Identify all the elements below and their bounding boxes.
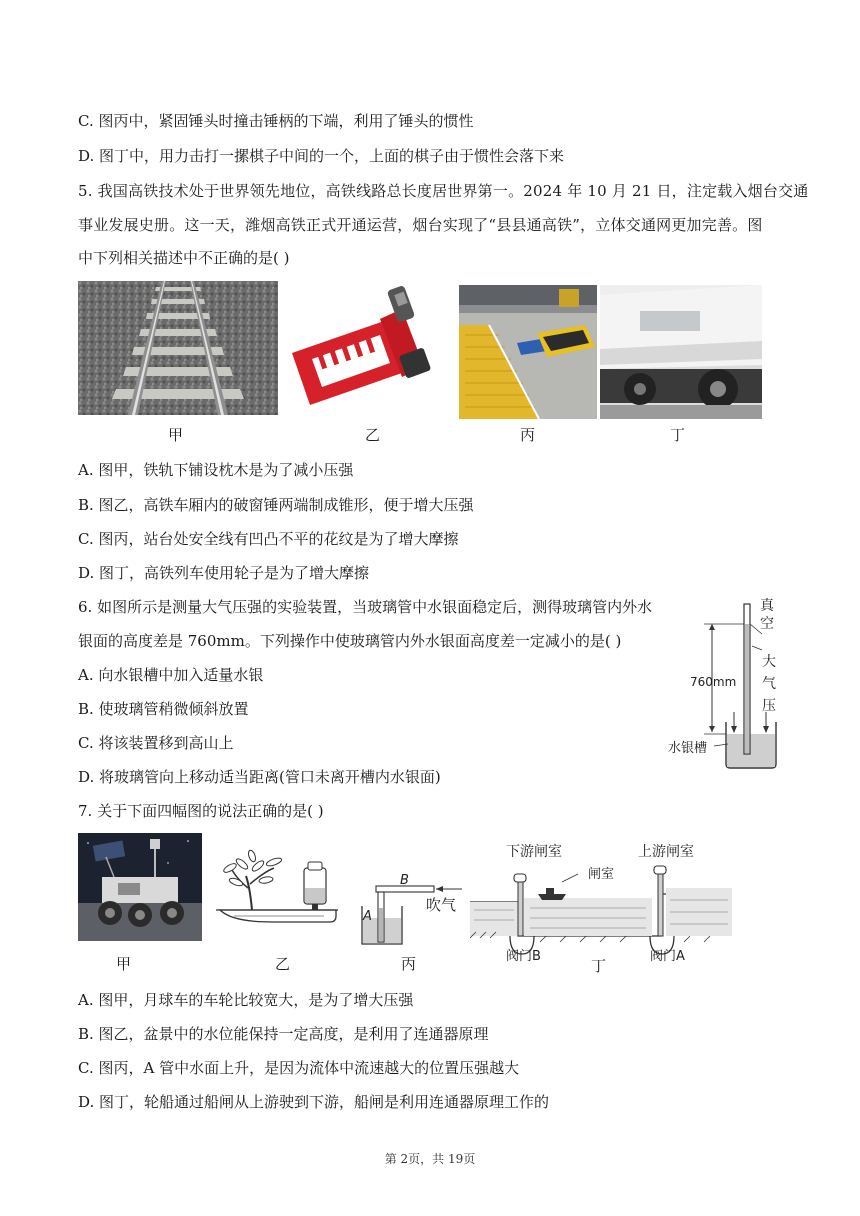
q7-option-c: C. 图丙，A 管中水面上升，是因为流体中流速越大的位置压强越大	[78, 1059, 520, 1077]
q5-caption-yi: 乙	[365, 426, 381, 444]
q5-option-c: C. 图丙，站台处安全线有凹凸不平的花纹是为了增大摩擦	[78, 530, 459, 548]
q7-caption-yi: 乙	[275, 955, 291, 973]
q7-label-a: A	[363, 909, 372, 924]
q7-label-valve-b: 阀门B	[506, 949, 541, 964]
q7-caption-jia: 甲	[116, 955, 132, 973]
q7-caption-bing: 丙	[401, 955, 417, 973]
page-footer: 第 2页，共 19页	[384, 1152, 476, 1166]
q4-option-c: C. 图丙中，紧固锤头时撞击锤柄的下端，利用了锤头的惯性	[78, 112, 474, 130]
q7-stem: 7. 关于下面四幅图的说法正确的是( )	[78, 802, 324, 820]
q6-label-atm-3: 压	[762, 698, 776, 714]
q7-diagram-bonsai	[212, 848, 342, 934]
q5-option-a: A. 图甲，铁轨下铺设枕木是为了减小压强	[78, 461, 354, 479]
q5-caption-ding: 丁	[670, 426, 686, 444]
q6-label-atm-2: 气	[762, 676, 776, 692]
q6-option-b: B. 使玻璃管稍微倾斜放置	[78, 700, 249, 718]
q7-label-downstream: 下游闸室	[506, 844, 562, 860]
q6-label-vacuum-2: 空	[760, 616, 774, 632]
q5-caption-jia: 甲	[168, 426, 184, 444]
q5-option-b: B. 图乙，高铁车厢内的破窗锤两端制成锥形，便于增大压强	[78, 496, 474, 514]
q5-option-d: D. 图丁，高铁列车使用轮子是为了增大摩擦	[78, 564, 370, 582]
q7-label-valve-a: 阀门A	[650, 949, 685, 964]
q7-label-chamber: 闸室	[588, 867, 615, 882]
q5-stem-line2: 事业发展史册。这一天，潍烟高铁正式开通运营，烟台实现了“县县通高铁”，立体交通网更加完善。图	[78, 216, 763, 234]
q6-stem-line2: 银面的高度差是 760mm。下列操作中使玻璃管内外水银面高度差一定减小的是( )	[78, 632, 622, 650]
q7-diagram-blow-tube	[350, 858, 464, 948]
q5-photo-emergency-hammer	[284, 281, 436, 415]
q6-label-vacuum-1: 真	[760, 598, 774, 614]
q7-option-d: D. 图丁，轮船通过船闸从上游驶到下游，船闸是利用连通器原理工作的	[78, 1093, 550, 1111]
q6-stem-line1: 6. 如图所示是测量大气压强的实验装置，当玻璃管中水银面稳定后，测得玻璃管内外水	[78, 598, 653, 616]
q6-option-c: C. 将该装置移到高山上	[78, 734, 234, 752]
q7-label-b: B	[400, 873, 409, 888]
q5-caption-bing: 丙	[520, 426, 536, 444]
q5-stem-line3: 中下列相关描述中不正确的是( )	[78, 249, 290, 267]
q6-option-d: D. 将玻璃管向上移动适当距离(管口未离开槽内水银面)	[78, 768, 441, 786]
q6-option-a: A. 向水银槽中加入适量水银	[78, 666, 264, 684]
q6-label-height: 760mm	[690, 675, 737, 689]
q5-photo-platform-safety-line	[459, 285, 597, 419]
q7-label-blow: 吹气	[426, 896, 457, 914]
q6-label-atm-1: 大	[762, 654, 776, 670]
q5-photo-railway-track	[78, 281, 278, 415]
q7-photo-lunar-rover	[78, 833, 202, 941]
q5-photo-train-wheels	[600, 285, 762, 419]
q7-diagram-ship-lock	[470, 836, 732, 968]
q7-option-b: B. 图乙，盆景中的水位能保持一定高度，是利用了连通器原理	[78, 1025, 489, 1043]
q7-caption-ding: 丁	[591, 957, 607, 975]
q6-barometer-figure	[664, 594, 788, 772]
q5-stem-line1: 5. 我国高铁技术处于世界领先地位，高铁线路总长度居世界第一。2024 年 10 月 21 日，注定载入烟台交通	[78, 182, 809, 200]
q4-option-d: D. 图丁中，用力击打一摞棋子中间的一个，上面的棋子由于惯性会落下来	[78, 147, 565, 165]
q7-label-upstream: 上游闸室	[638, 844, 694, 860]
q7-option-a: A. 图甲，月球车的车轮比较宽大，是为了增大压强	[78, 991, 414, 1009]
q6-label-trough: 水银槽	[668, 741, 708, 756]
